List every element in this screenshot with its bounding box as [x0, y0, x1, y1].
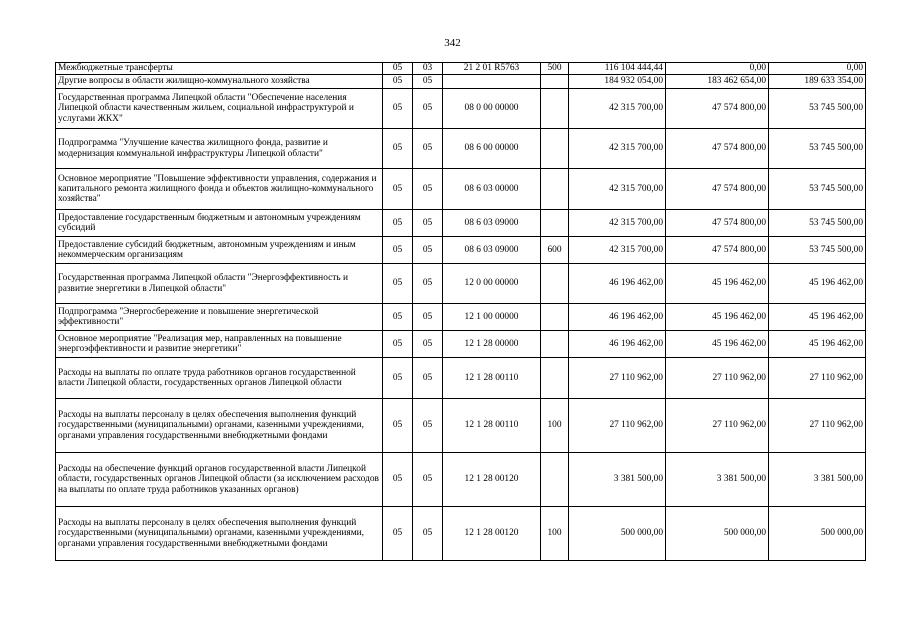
- row-rz: 05: [383, 264, 413, 304]
- row-year2: 47 574 800,00: [666, 169, 769, 210]
- table-row: [56, 264, 866, 304]
- row-rz: 05: [383, 237, 413, 264]
- row-year2: 47 574 800,00: [666, 210, 769, 237]
- table-row: [56, 358, 866, 399]
- row-pr: 05: [413, 89, 443, 129]
- row-name: Расходы на выплаты по оплате труда работников органов государственной власти Липецкой области, государственных органов Липецкой области: [56, 358, 383, 399]
- table-row: [56, 304, 866, 331]
- row-pr: 05: [413, 304, 443, 331]
- row-year1: 42 315 700,00: [569, 210, 666, 237]
- row-vr: [541, 358, 569, 399]
- row-year1: 42 315 700,00: [569, 129, 666, 169]
- row-year2: 47 574 800,00: [666, 129, 769, 169]
- row-pr: 05: [413, 358, 443, 399]
- row-rz: 05: [383, 75, 413, 89]
- row-year1: 27 110 962,00: [569, 358, 666, 399]
- row-rz: 05: [383, 129, 413, 169]
- row-csr: 08 6 03 09000: [443, 237, 541, 264]
- table-row: [56, 89, 866, 129]
- row-name: Государственная программа Липецкой области "Энергоэффективность и развитие энергетики в Липецкой области": [56, 264, 383, 304]
- row-year3: 45 196 462,00: [769, 304, 866, 331]
- row-year2: 27 110 962,00: [666, 358, 769, 399]
- row-year2: 45 196 462,00: [666, 331, 769, 358]
- row-csr: 12 1 28 00120: [443, 507, 541, 561]
- row-year1: 42 315 700,00: [569, 169, 666, 210]
- row-vr: [541, 169, 569, 210]
- row-vr: 100: [541, 507, 569, 561]
- row-year3: 53 745 500,00: [769, 89, 866, 129]
- row-csr: 08 6 03 09000: [443, 210, 541, 237]
- row-csr: 12 1 28 00110: [443, 399, 541, 453]
- row-pr: 05: [413, 169, 443, 210]
- row-year3: 45 196 462,00: [769, 264, 866, 304]
- row-rz: 05: [383, 358, 413, 399]
- row-rz: 05: [383, 169, 413, 210]
- row-year3: 27 110 962,00: [769, 399, 866, 453]
- row-pr: 03: [413, 63, 443, 75]
- row-year3: 53 745 500,00: [769, 169, 866, 210]
- table-row: [56, 507, 866, 561]
- row-name: Предоставление государственным бюджетным и автономным учреждениям субсидий: [56, 210, 383, 237]
- row-rz: 05: [383, 304, 413, 331]
- row-name: Основное мероприятие "Повышение эффективности управления, содержания и капитального ремонта жилищного фонда и объектов жилищно-коммунального хозяйства": [56, 169, 383, 210]
- row-csr: 12 0 00 00000: [443, 264, 541, 304]
- row-pr: 05: [413, 75, 443, 89]
- row-pr: 05: [413, 331, 443, 358]
- row-year1: 46 196 462,00: [569, 331, 666, 358]
- row-pr: 05: [413, 264, 443, 304]
- table-row: [56, 129, 866, 169]
- row-year3: 27 110 962,00: [769, 358, 866, 399]
- row-year2: 3 381 500,00: [666, 453, 769, 507]
- table-row: [56, 331, 866, 358]
- row-year3: 189 633 354,00: [769, 75, 866, 89]
- row-year1: 42 315 700,00: [569, 237, 666, 264]
- table-row: [56, 237, 866, 264]
- row-rz: 05: [383, 63, 413, 75]
- row-year2: 27 110 962,00: [666, 399, 769, 453]
- row-year1: 3 381 500,00: [569, 453, 666, 507]
- row-name: Подпрограмма "Энергосбережение и повышение энергетической эффективности": [56, 304, 383, 331]
- row-year3: 3 381 500,00: [769, 453, 866, 507]
- row-csr: 08 6 00 00000: [443, 129, 541, 169]
- row-rz: 05: [383, 453, 413, 507]
- row-rz: 05: [383, 210, 413, 237]
- table-row: [56, 169, 866, 210]
- row-csr: 08 6 03 00000: [443, 169, 541, 210]
- row-name: Основное мероприятие "Реализация мер, направленных на повышение энергоэффективности и развитие энергетики": [56, 331, 383, 358]
- row-vr: [541, 210, 569, 237]
- row-pr: 05: [413, 210, 443, 237]
- table-row: [56, 453, 866, 507]
- row-year2: 45 196 462,00: [666, 304, 769, 331]
- row-year1: 500 000,00: [569, 507, 666, 561]
- row-csr: 12 1 28 00110: [443, 358, 541, 399]
- row-vr: [541, 129, 569, 169]
- row-name: Расходы на выплаты персоналу в целях обеспечения выполнения функций государственными (муниципальными) органами, казенными учреждениями, органами управления государственными внебюджетными фондами: [56, 399, 383, 453]
- row-year3: 45 196 462,00: [769, 331, 866, 358]
- row-vr: [541, 264, 569, 304]
- row-rz: 05: [383, 507, 413, 561]
- row-year3: 53 745 500,00: [769, 210, 866, 237]
- row-year2: 183 462 654,00: [666, 75, 769, 89]
- row-rz: 05: [383, 399, 413, 453]
- row-pr: 05: [413, 507, 443, 561]
- row-vr: 600: [541, 237, 569, 264]
- page-number: 342: [444, 37, 461, 49]
- row-year3: 500 000,00: [769, 507, 866, 561]
- row-rz: 05: [383, 331, 413, 358]
- row-vr: [541, 304, 569, 331]
- row-name: Расходы на выплаты персоналу в целях обеспечения выполнения функций государственными (муниципальными) органами, казенными учреждениями, органами управления государственными внебюджетными фондами: [56, 507, 383, 561]
- row-vr: [541, 75, 569, 89]
- row-year2: 47 574 800,00: [666, 89, 769, 129]
- row-year2: 0,00: [666, 63, 769, 75]
- row-year1: 46 196 462,00: [569, 264, 666, 304]
- row-name: Межбюджетные трансферты: [56, 63, 383, 75]
- row-year3: 0,00: [769, 63, 866, 75]
- row-year1: 42 315 700,00: [569, 89, 666, 129]
- row-year1: 184 932 054,00: [569, 75, 666, 89]
- row-csr: 12 1 28 00120: [443, 453, 541, 507]
- table-row: [56, 75, 866, 89]
- row-vr: [541, 89, 569, 129]
- row-pr: 05: [413, 129, 443, 169]
- row-vr: 500: [541, 63, 569, 75]
- row-year3: 53 745 500,00: [769, 237, 866, 264]
- row-name: Подпрограмма "Улучшение качества жилищного фонда, развитие и модернизация коммунальной инфраструктуры Липецкой области": [56, 129, 383, 169]
- row-pr: 05: [413, 399, 443, 453]
- row-csr: 21 2 01 R5763: [443, 63, 541, 75]
- budget-table: [55, 62, 866, 561]
- row-csr: 08 0 00 00000: [443, 89, 541, 129]
- row-year1: 116 104 444,44: [569, 63, 666, 75]
- row-pr: 05: [413, 237, 443, 264]
- row-rz: 05: [383, 89, 413, 129]
- row-vr: [541, 453, 569, 507]
- row-csr: 12 1 00 00000: [443, 304, 541, 331]
- row-year1: 27 110 962,00: [569, 399, 666, 453]
- row-csr: 12 1 28 00000: [443, 331, 541, 358]
- row-vr: 100: [541, 399, 569, 453]
- row-name: Другие вопросы в области жилищно-коммунального хозяйства: [56, 75, 383, 89]
- row-name: Расходы на обеспечение функций органов государственной власти Липецкой области, государственных органов Липецкой области (за исключением расходов на выплаты по оплате труда работников указанных органов): [56, 453, 383, 507]
- row-year2: 500 000,00: [666, 507, 769, 561]
- row-name: Предоставление субсидий бюджетным, автономным учреждениям и иным некоммерческим организациям: [56, 237, 383, 264]
- row-pr: 05: [413, 453, 443, 507]
- row-vr: [541, 331, 569, 358]
- row-year2: 45 196 462,00: [666, 264, 769, 304]
- table-row: [56, 63, 866, 75]
- row-year3: 53 745 500,00: [769, 129, 866, 169]
- row-name: Государственная программа Липецкой области "Обеспечение населения Липецкой области качественным жильем, социальной инфраструктурой и услугами ЖКХ": [56, 89, 383, 129]
- table-row: [56, 399, 866, 453]
- table-row: [56, 210, 866, 237]
- row-year2: 47 574 800,00: [666, 237, 769, 264]
- row-csr: [443, 75, 541, 89]
- row-year1: 46 196 462,00: [569, 304, 666, 331]
